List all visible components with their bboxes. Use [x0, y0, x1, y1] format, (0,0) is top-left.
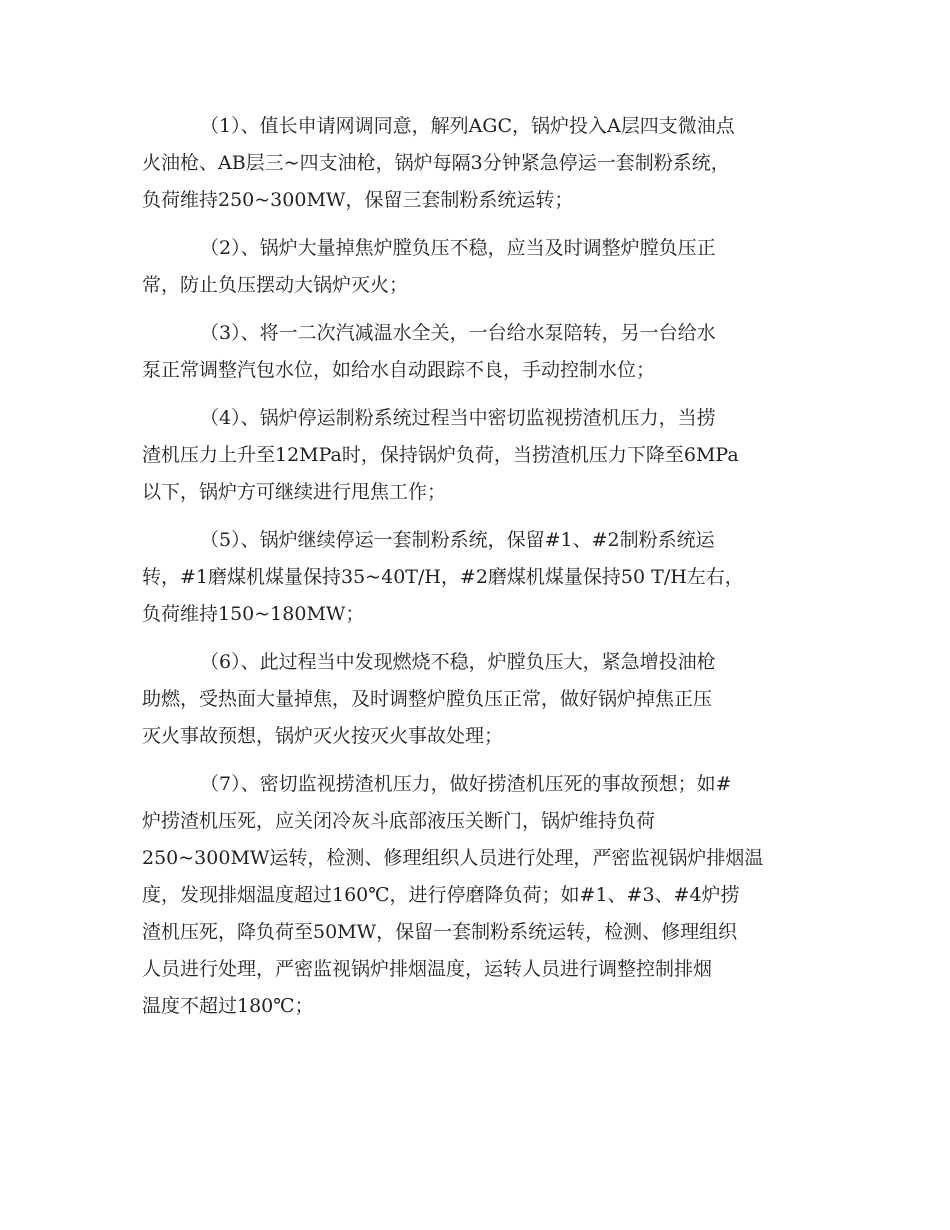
paragraph-line: 以下，锅炉方可继续进行甩焦工作； — [142, 481, 447, 503]
paragraph-1 — [142, 108, 812, 219]
paragraph-line: （6）、此过程当中发现燃烧不稳，炉膛负压大，紧急增投油枪 — [200, 651, 716, 673]
paragraph-3 — [142, 315, 812, 389]
paragraph-line: 人员进行处理，严密监视锅炉排烟温度，运转人员进行调整控制排烟 — [142, 958, 713, 980]
paragraph-line: 度，发现排烟温度超过160℃，进行停磨降负荷；如#1、#3、#4炉捞 — [142, 884, 740, 906]
paragraph-line: 灭火事故预想，锅炉灭火按灭火事故处理； — [142, 725, 504, 747]
paragraph-line: （7）、密切监视捞渣机压力，做好捞渣机压死的事故预想；如# — [200, 773, 732, 795]
paragraph-line: （2）、锅炉大量掉焦炉膛负压不稳，应当及时调整炉膛负压正 — [200, 237, 716, 259]
paragraph-line: （1）、值长申请网调同意，解列AGC，锅炉投入A层四支微油点 — [200, 115, 735, 137]
paragraph-line: 常，防止负压摆动大锅炉灭火； — [142, 274, 409, 296]
document-body — [142, 108, 812, 1036]
paragraph-line: 炉捞渣机压死，应关闭冷灰斗底部液压关断门，锅炉维持负荷 — [142, 810, 656, 832]
paragraph-line: 渣机压力上升至12MPa时，保持锅炉负荷，当捞渣机压力下降至6MPa — [142, 444, 739, 466]
paragraph-line: 负荷维持250~300MW，保留三套制粉系统运转； — [142, 189, 574, 211]
paragraph-line: （5）、锅炉继续停运一套制粉系统，保留#1、#2制粉系统运 — [200, 529, 715, 551]
paragraph-line: （4）、锅炉停运制粉系统过程当中密切监视捞渣机压力，当捞 — [200, 407, 716, 429]
paragraph-4 — [142, 400, 812, 511]
paragraph-line: 火油枪、AB层三~四支油枪，锅炉每隔3分钟紧急停运一套制粉系统， — [142, 152, 730, 174]
paragraph-line: 温度不超过180℃； — [142, 995, 314, 1017]
paragraph-line: 转，#1磨煤机煤量保持35~40T/H，#2磨煤机煤量保持50 T/H左右， — [142, 566, 744, 588]
paragraph-line: 负荷维持150~180MW； — [142, 603, 365, 625]
paragraph-5 — [142, 522, 812, 633]
paragraph-7 — [142, 766, 812, 1025]
paragraph-line: 渣机压死，降负荷至50MW，保留一套制粉系统运转，检测、修理组织 — [142, 921, 738, 943]
paragraph-line: 助燃，受热面大量掉焦，及时调整炉膛负压正常，做好锅炉掉焦正压 — [142, 688, 713, 710]
paragraph-line: 泵正常调整汽包水位，如给水自动跟踪不良，手动控制水位； — [142, 359, 656, 381]
paragraph-line: （3）、将一二次汽减温水全关，一台给水泵陪转，另一台给水 — [200, 322, 716, 344]
paragraph-2 — [142, 230, 812, 304]
paragraph-6 — [142, 644, 812, 755]
paragraph-line: 250~300MW运转，检测、修理组织人员进行处理，严密监视锅炉排烟温 — [142, 847, 764, 869]
